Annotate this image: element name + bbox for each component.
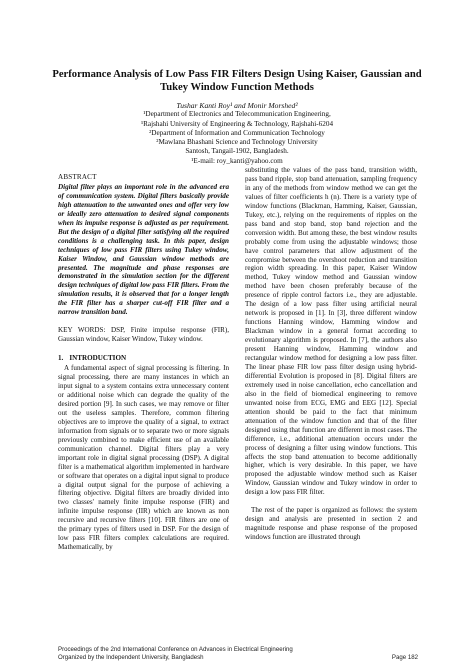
section-heading xyxy=(58,354,229,363)
body-paragraph: The rest of the paper is organized as follows: the system design and analysis are presented in section 2 and magnitude response and phase response of the proposed windows function are illustrated through xyxy=(245,506,417,542)
page-number: Page 182 xyxy=(391,653,418,661)
abstract-text: Digital filter plays an important role in the advanced era of communication system. Digital filters basically provide high attenuation to the unwanted ones and offer very low or ideally zero attenuation to desired signal components when its impulse response is adjusted as per requirement. But the design of a digital filter satisfying all the required conditions is a challenging task. In this paper, design techniques of low pass FIR filters using Tukey window, Kaiser Window, and Gaussian window methods are presented. The magnitude and phase responses are demonstrated in the simulation section for the different design techniques of digital low pass FIR filters. From the simulation results, it is observed that for a longer length the FIR filter has a sharper cut-off FIR filter and a narrow transition band. xyxy=(58,182,229,317)
affiliation-line: ²Department of Information and Communication Technology xyxy=(149,128,325,137)
section-title: INTRODUCTION xyxy=(69,354,127,363)
paper-title: Performance Analysis of Low Pass FIR Filters Design Using Kaiser, Gaussian and Tukey Window Function Methods xyxy=(52,69,422,93)
body-paragraph: substituting the values of the pass band, transition width, pass band ripple, stop band attenuation, sampling frequency in any of the methods from window method we can get the values of filter coefficients h (n). There is a variety type of window functions (Blackman, Hamming, Kaiser, Gaussian, Tukey, etc.), relying on the requirements of ripples on the pass band and stop band, stop band rejection and the conversion width. But among these, the best window results probably come from using the adjustable windows; those have control parameters that allow adjustment of the compromise between the overshoot reduction and transition region width spreading. In this paper, Kaiser Window method, Tukey window method and Gaussian window method have been chosen preferably because of the presence of ripple control factors i.e., they are adjustable. The design of a low pass filter using artificial neural network is proposed in [1]. In [3], three different window functions Hanning window, Hamming window and Blackman window in a general format according to evolutionary algorithm is proposed. In [7], the authors also present Hanning window, Hamming window and rectangular window method for designing a low pass filter. The linear phase FIR low pass filter design using hybrid-differential Evolution is proposed in [8]. Digital filters are extremely used in noise cancellation, echo cancellation and also in the field of biomedical engineering to remove unwanted noise from ECG, EMG and EEG [12]. Special attention should be paid to the fact that minimum attenuation of the window function and that of the filter designed using that function are different in most cases. The difference, i.e., additional attenuation occurs under the process of designing a filter using window functions. This affects the stop band attenuation to become additionally higher, which is very desirable. In this paper, we have proposed the adjustable window method such as Kaiser Window, Gaussian window and Tukey window in order to design a low pass FIR filter. xyxy=(245,166,417,497)
affiliation-line: ¹Department of Electronics and Telecommunication Engineering, xyxy=(143,110,331,119)
author-block xyxy=(60,101,414,166)
footer-row xyxy=(58,654,418,662)
authors: Tushar Kanti Roy¹ and Monir Morshed² xyxy=(176,101,298,110)
body-paragraph: A fundamental aspect of signal processing is filtering. In signal processing, there are many instances in which an input signal to a system contains extra unnecessary content or additional noise which can degrade the quality of the desired portion [9]. In such cases, we may remove or filter out the useless samples. Therefore, common filtering objectives are to improve the quality of a signal, to extract information from signals or to separate two or more signals previously combined to make efficient use of an available communication channel. Digital filters play a very important role in digital signal processing (DSP). A digital filter is a mathematical algorithm implemented in hardware or software that operates on a digital input signal to produce a digital output signal for the purpose of achieving a filtering objective. Digital filters are broadly divided into two classes' namely finite impulse response (FIR) and infinite impulse response (IIR) which are known as non recursive and recursive filters [10]. FIR filters are one of the primary types of filters used in DSP. For the design of low pass FIR filters complex calculations are required. Mathematically, by xyxy=(58,364,229,552)
keywords: KEY WORDS: DSP, Finite impulse response (FIR), Gaussian window, Kaiser Window, Tukey window. xyxy=(58,326,229,344)
left-column xyxy=(58,166,229,552)
affiliation-line: ¹Rajshahi University of Engineering & Technology, Rajshahi-6204 xyxy=(140,119,334,128)
section-number: 1. xyxy=(58,354,64,363)
author-email: ¹E-mail: roy_kanti@yahoo.com xyxy=(191,156,283,165)
footer-organizer: Organized by the Independent University, Bangladesh xyxy=(58,653,204,661)
affiliation-line: ²Mawlana Bhashani Science and Technology University xyxy=(156,138,318,147)
right-column xyxy=(245,166,417,542)
abstract-heading: ABSTRACT xyxy=(58,173,97,181)
affiliation-line: Santosh, Tangail-1902, Bangladesh. xyxy=(185,147,289,156)
page-footer xyxy=(58,646,418,661)
footer-proceedings: Proceedings of the 2nd International Conference on Advances in Electrical Engineering xyxy=(58,646,293,653)
